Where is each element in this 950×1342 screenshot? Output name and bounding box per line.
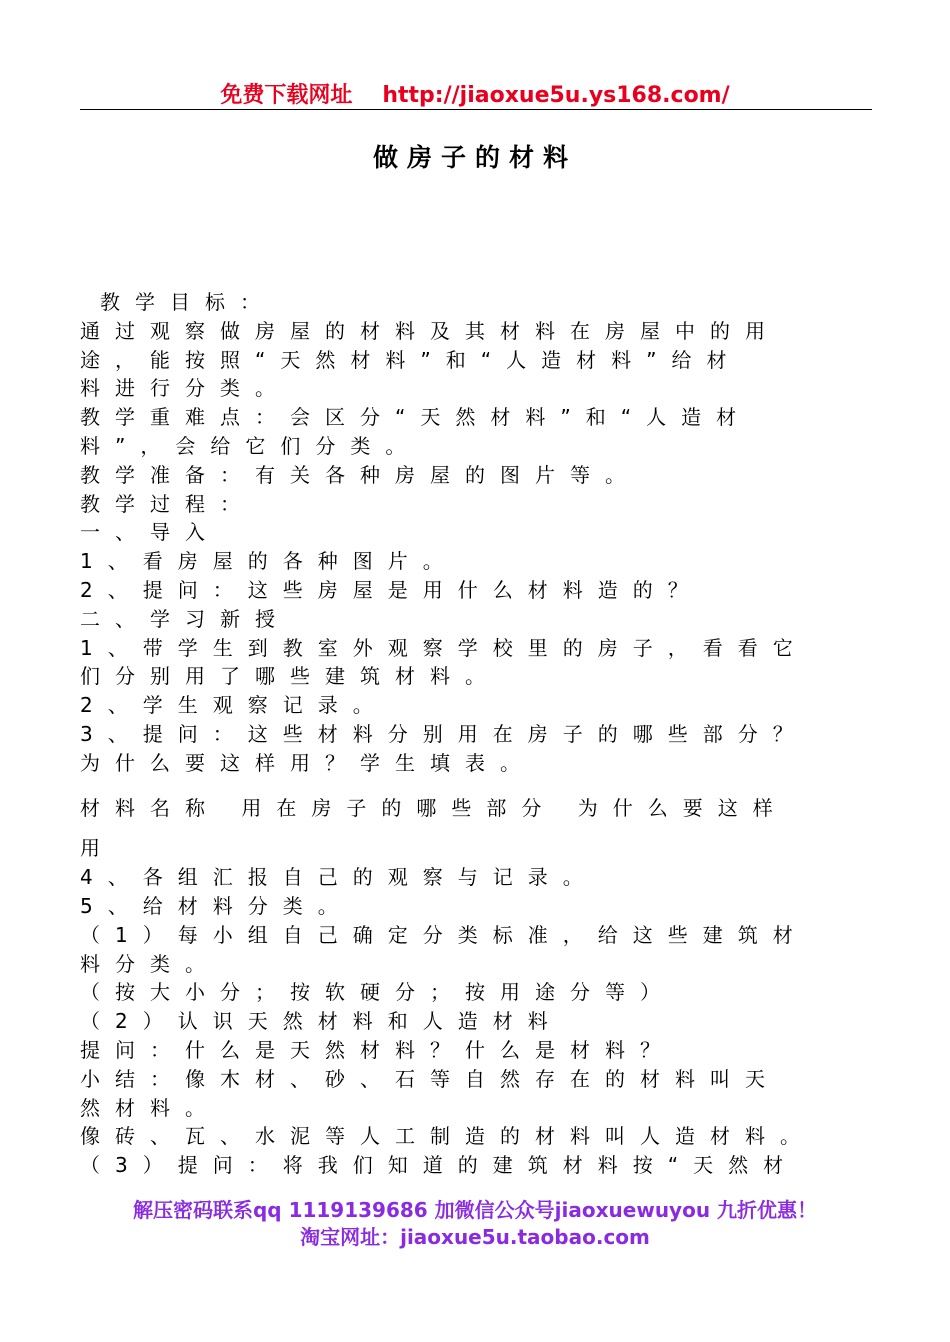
header-divider bbox=[80, 109, 872, 110]
text-line: 料进行分类。 bbox=[80, 376, 290, 401]
promo-line: 解压密码联系qq 1119139686 加微信公众号jiaoxuewuyou 九折优惠！ bbox=[132, 1198, 818, 1222]
text-line: （3）提问：将我们知道的建筑材料按“天然材 bbox=[80, 1153, 799, 1178]
download-url-link[interactable]: http://jiaoxue5u.ys168.com/ bbox=[382, 83, 730, 108]
text-line: 2、提问：这些房屋是用什么材料造的？ bbox=[80, 577, 703, 602]
promo-footer bbox=[0, 1197, 950, 1251]
text-line: 小结：像木材、砂、石等自然存在的材料叫天 bbox=[80, 1066, 780, 1091]
text-line: 料分类。 bbox=[80, 951, 220, 976]
text-line: （1）每小组自己确定分类标准，给这些建筑材 bbox=[80, 922, 808, 947]
text-line: 们分别用了哪些建筑材料。 bbox=[80, 664, 500, 689]
text-line: 教学重难点：会区分“天然材料”和“人造材 bbox=[80, 405, 752, 430]
text-line: 像砖、瓦、水泥等人工制造的材料叫人造材料。 bbox=[80, 1124, 815, 1149]
text-line: 料”，会给它们分类。 bbox=[80, 433, 421, 458]
text-line: 3、提问：这些材料分别用在房子的哪些部分？ bbox=[80, 721, 808, 746]
text-line: 通过观察做房屋的材料及其材料在房屋中的用 bbox=[80, 318, 780, 343]
lesson-body bbox=[80, 288, 840, 1180]
text-line: 途，能按照“天然材料”和“人造材料”给材 bbox=[80, 347, 742, 372]
text-line: 1、看房屋的各种图片。 bbox=[80, 549, 458, 574]
text-line: （按大小分；按软硬分；按用途分等） bbox=[80, 980, 675, 1005]
text-line: 5、给材料分类。 bbox=[80, 893, 353, 918]
text-line: 然材料。 bbox=[80, 1095, 220, 1120]
text-line: （2）认识天然材料和人造材料 bbox=[80, 1009, 563, 1034]
taobao-link[interactable]: 淘宝网址：jiaoxue5u.taobao.com bbox=[300, 1225, 650, 1249]
text-line: 教学准备：有关各种房屋的图片等。 bbox=[80, 462, 640, 487]
text-line: 4、各组汇报自己的观察与记录。 bbox=[80, 865, 598, 890]
text-line: 为什么要这样用？学生填表。 bbox=[80, 750, 535, 775]
download-header bbox=[0, 78, 950, 109]
text-line: 教学过程： bbox=[80, 491, 255, 516]
section-heading-objectives: 教学目标： bbox=[100, 290, 275, 314]
page-title: 做房子的材料 bbox=[372, 143, 577, 172]
text-line: 2、学生观察记录。 bbox=[80, 693, 388, 718]
text-line: 提问：什么是天然材料？什么是材料？ bbox=[80, 1037, 675, 1062]
download-label: 免费下载网址 bbox=[220, 83, 353, 108]
table-header-tail: 用 bbox=[80, 836, 115, 861]
text-line: 1、带学生到教室外观察学校里的房子，看看它 bbox=[80, 635, 808, 660]
text-line: 二、学习新授 bbox=[80, 606, 290, 631]
table-header-row: 材料名称 用在房子的哪些部分 为什么要这样 bbox=[80, 795, 788, 820]
text-line: 一、导入 bbox=[80, 520, 220, 545]
